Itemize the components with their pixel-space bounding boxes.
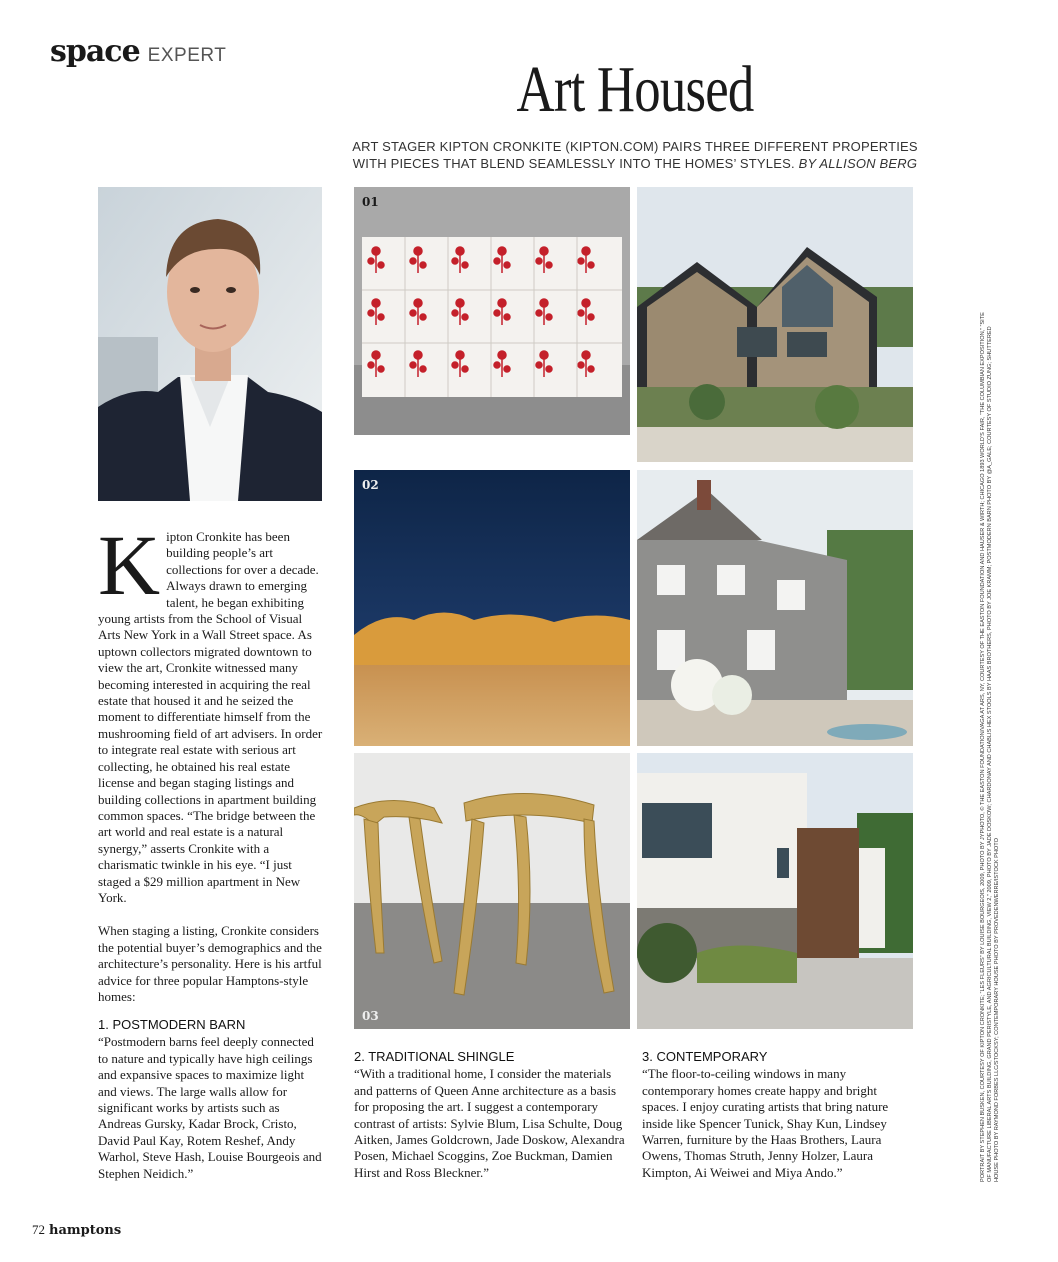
section-brand: space — [50, 34, 140, 69]
deck-text: ART STAGER KIPTON CRONKITE (KIPTON.COM) PAIRS THREE DIFFERENT PROPERTIES WITH PIECES THAT BLEND SEAMLESSLY INTO THE HOMES’ STYLES. — [352, 139, 918, 171]
tip-heading: 1. POSTMODERN BARN — [98, 1017, 246, 1032]
folio-brand: hamptons — [49, 1223, 122, 1238]
photo-number-03: 03 — [362, 1009, 379, 1023]
tip-heading: 3. CONTEMPORARY — [642, 1049, 768, 1064]
intro-paragraph-1: ipton Cronkite has been building people’s art collections for over a decade. Always drawn to emerging talent, he began exhibiting young artists from the School of Visual Arts New York in a Wall Street space. As uptown collectors migrated downtown to view the art, Cronkite witnessed many becoming interested in acquiring the real estate that housed it and he seized the moment to differentiate himself from the mushrooming field of art advisers. In order to integrate real estate with serious art collecting, he obtained his real estate license and began staging listings and building collections in apartment building common spaces. “The bridge between the art world and real estate is a natural synergy,” asserts Cronkite with a charismatic twinkle in his eye. “I just staged a $29 million apartment in New York. — [98, 529, 323, 905]
tip-traditional-shingle — [354, 1049, 630, 1181]
tip-text: “With a traditional home, I consider the materials and patterns of Queen Anne architecture as a basis for proposing the art. I suggest a contemporary contrast of artists: Sylvie Blum, Lisa Schulte, Doug Aitken, James Goldcrown, Jade Doskow, Alexandra Posen, Michael Scoggins, Zoe Buckman, Damien Hirst and Ross Bleckner.” — [354, 1066, 625, 1180]
tip-postmodern-barn — [98, 1017, 324, 1182]
photo-gold-stools — [354, 753, 630, 1029]
photo-number-01: 01 — [362, 195, 379, 209]
photo-flower-drawings — [354, 187, 630, 435]
drop-cap: K — [98, 517, 161, 613]
intro-text — [98, 517, 324, 1005]
tip-text: “The floor-to-ceiling windows in many contemporary homes create happy and bright spaces. I enjoy curating artists that bring nature inside like Spencer Tunick, Shay Kun, Lindsey Warren, furniture by the Haas Brothers, Laura Owens, Thomas Struth, Jenny Holzer, Laura Kimpton, Ai Weiwei and Miya Ando.” — [642, 1066, 889, 1180]
section-header — [50, 34, 226, 69]
photo-dune-landscape — [354, 470, 630, 746]
page-title: Art Housed — [516, 53, 754, 126]
byline: BY ALLISON BERG — [798, 156, 918, 171]
photo-traditional-shingle — [637, 470, 913, 746]
photo-postmodern-barn — [637, 187, 913, 462]
deck — [340, 138, 930, 172]
tip-contemporary — [642, 1049, 914, 1181]
portrait-photo — [98, 187, 322, 501]
photo-credits — [980, 312, 1002, 1182]
section-label: EXPERT — [147, 45, 227, 66]
tip-heading: 2. TRADITIONAL SHINGLE — [354, 1049, 515, 1064]
intro-paragraph-2: When staging a listing, Cronkite considers the potential buyer’s demographics and the architecture’s personality. Here is his artful advice for three popular Hamptons-style homes: — [98, 923, 322, 1004]
folio — [32, 1222, 121, 1238]
photo-number-02: 02 — [362, 478, 379, 492]
tip-text: “Postmodern barns feel deeply connected to nature and typically have high ceilings and expansive spaces to maximize light and views. The large walls allow for significant works by artists such as Andreas Gursky, Kadar Brock, Cristo, David Paul Kay, Rotem Reshef, Andy Warhol, Steve Hash, Louise Bourgeois and Stephen Neidich.” — [98, 1034, 322, 1181]
photo-contemporary-house — [637, 753, 913, 1029]
page-number: 72 — [32, 1222, 45, 1237]
photo-credits-text: PORTRAIT BY STEPHEN BUSKEN, COURTESY OF KIPTON CRONKITE; “LES FLEURS” BY LOUISE BOURGEOIS, 2009, PHOTO BY JYPHOTO, © THE EASTON FOUNDATION/VAGA AT ARS, NY, COURTESY OF THE EASTON FOUNDATION AND HAUSER & WIRTH; CHICAGO 1893 WORLD’S FAIR, “THE COLUMBIAN EXPOSITION,” “SITE OF MANUFACTURE LIBERAL ARTS BUILDING, GRAND PERISTYLE, AND AGRICULTURAL BUILDING, VIEW 2,” 2009, PHOTO BY JADE DOSKOW; CHARDONAY AND CHABLIS HEX STOOLS BY HAAS BROTHERS, PHOTO BY JOE KRAMM; POSTMODERN BARN PHOTO BY @A_GALE; COURTESY OF STUDIO ZUNG; SHUTTERED HOUSE PHOTO BY RAYMOND FORBES LLC/STOCKSY; CONTEMPORARY HOUSE PHOTO BY PROVEDENWERRE/ISTOCK PHOTO — [980, 312, 1000, 1182]
